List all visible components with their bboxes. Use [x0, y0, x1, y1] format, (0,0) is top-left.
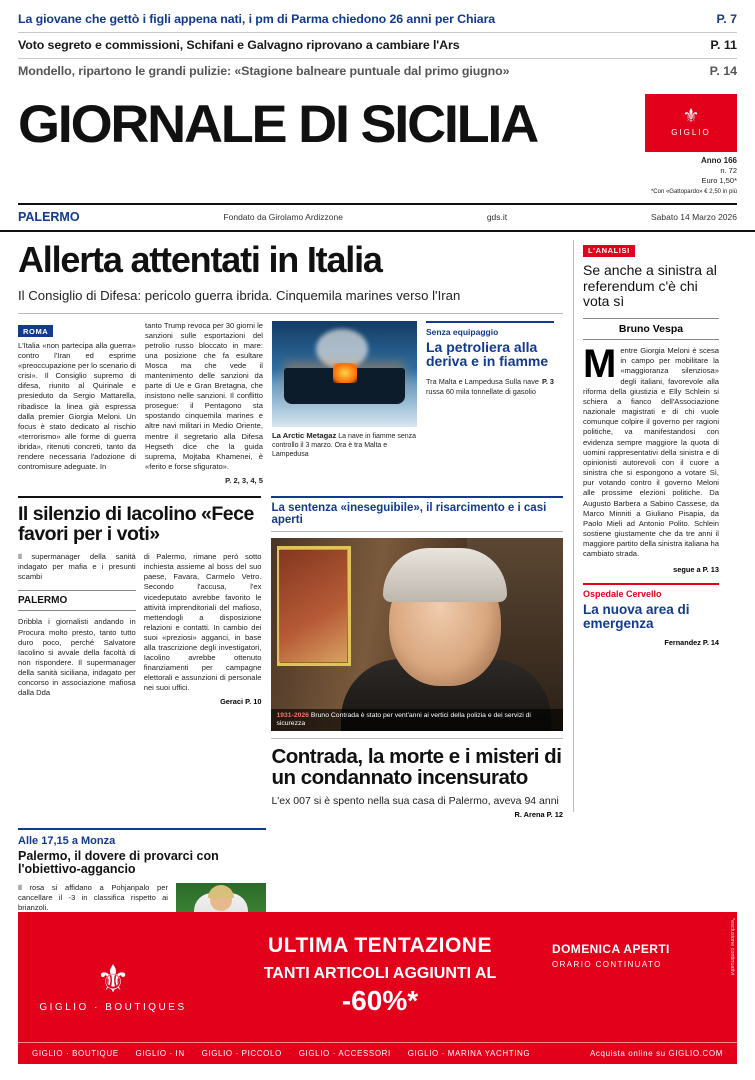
analysis-dropcap: M	[583, 342, 617, 387]
lead-kicker: ROMA	[18, 325, 53, 337]
iacolino-body-1: Dribbla i giornalisti andando in Procura molto presto, tanto tutto duro poco, perché Salvatore Iacolino si avvale della facoltà di non rispondere. Il supermanager della sanità siciliana, indagato per concorso in associazione mafiosa dalla Dda	[18, 617, 136, 698]
sport-kicker: Alle 17,15 a Monza	[18, 834, 116, 847]
founder-note: Fondato da Girolamo Ardizzone	[223, 212, 343, 222]
top-headline-page: P. 14	[709, 64, 737, 78]
analysis-continuation[interactable]: segue a P. 13	[673, 564, 719, 574]
sidebox-foot-text: Tra Malta e Lampedusa Sulla nave russa 60 mila tonnellate di gasolio	[426, 377, 539, 396]
iacolino-columns	[18, 552, 261, 706]
iacolino-col-2	[144, 552, 262, 706]
advert-footer	[18, 1042, 737, 1064]
burning-tanker-photo	[272, 321, 417, 427]
top-headline-row[interactable]	[18, 59, 737, 84]
picture-canvas-shape	[279, 550, 347, 662]
fleur-de-lis-icon: ⚜	[682, 106, 700, 127]
contrada-strip-title: La sentenza «ineseguibile», il risarcimento e i casi aperti	[271, 496, 563, 532]
sidebox-title: La petroliera alla deriva e in fiamme	[426, 338, 549, 370]
advert-discount: -60%*	[341, 985, 419, 1016]
story-iacolino[interactable]	[18, 496, 261, 819]
website-link[interactable]: gds.it	[486, 212, 508, 222]
story-contrada[interactable]	[271, 496, 563, 819]
advert-brand-item[interactable]: GIGLIO · IN	[135, 1049, 185, 1058]
advert-brand-item[interactable]: GIGLIO · PICCOLO	[201, 1049, 282, 1058]
contrada-photo-caption-text: Bruno Contrada è stato per vent'anni ai vertici della polizia e dei servizi di sicurezza	[276, 711, 531, 727]
analysis-body: entre Giorgia Meloni è scesa in campo per mobilitare la «maggioranza silenziosa» degli italiani, favorevole alla riforma della giustizia e Elly Schlein si schiera a fianco dell'Associazione nazionale magistrati e di chi vuole comunque colpire il governo per ragioni politiche, va manifestandosi con evidenza sempre maggiore la quota di uomini rappresentativi della sinistra e di opinionisti autorevoli con il cuore a sinistra che si espongono a votare Sì, pur votando contro il governo Meloni alle prossime elezioni politiche. Da Augusto Barbera a Sabino Cassese, da Marco Minniti a Giuliano Pisapia, da Paolo Mieli ad Antonio Polito. Schlein sostiene giustamente che da tre anni il maggiore partito della sinistra italiana ha cambiato strada.	[583, 346, 719, 559]
lead-photo-caption-text: La nave in fiamme senza controllo il 3 marzo. Ora è tra Malta e Lampedusa	[272, 432, 417, 458]
hospital-story-box[interactable]	[583, 583, 719, 647]
issue-price: Euro 1,50*	[701, 176, 737, 185]
flame-shape	[333, 363, 357, 383]
lead-photo-block	[272, 321, 417, 487]
lead-sidebox[interactable]	[426, 321, 554, 487]
page-body	[0, 239, 755, 913]
lead-text-column-2	[145, 321, 263, 487]
lead-body-2: tanto Trump revoca per 30 giorni le sanzioni sulle esportazioni del petrolio russo bloccato in mare: una posizione che fa esultare Mosca ma che vede il mantenimento delle sanzioni da parte di Ue e Gran Bretagna, che insistono nelle sanzioni. Il conflitto prosegue: il Pentagono sta spostando cinquemila marines e altre navi militari in Medio Oriente, mentre il segretario alla Difesa Hegseth dice che la guida suprema, Mojtaba Khamenei, è «ferito e forse sfigurato».	[145, 320, 263, 471]
top-headline-text: Voto segreto e commissioni, Schifani e Galvagno riprovano a cambiare l'Ars	[18, 38, 460, 52]
player-hair-shape	[208, 885, 234, 898]
advert-title: ULTIMA TENTAZIONE	[268, 934, 492, 957]
main-column	[18, 239, 573, 913]
iacolino-section-label: PALERMO	[18, 590, 136, 611]
top-headline-text: Mondello, ripartono le grandi pulizie: «Stagione balneare puntuale dal primo giugno»	[18, 64, 510, 78]
top-headline-page: P. 7	[716, 12, 737, 26]
advert-open-sunday: DOMENICA APERTI	[552, 942, 670, 956]
advert-brand-item[interactable]: GIGLIO · ACCESSORI	[298, 1049, 391, 1058]
advert-subtitle: TANTI ARTICOLI AGGIUNTI AL	[263, 965, 497, 982]
hospital-title: La nuova area di emergenza	[583, 601, 690, 632]
secondary-stories-row	[18, 496, 563, 819]
issue-number: n. 72	[720, 166, 737, 175]
contrada-title: Contrada, la morte e i misteri di un condannato incensurato	[271, 738, 563, 789]
lead-photo-caption-lead: La Arctic Metagaz	[272, 430, 337, 440]
sport-title: Palermo, il dovere di provarci con l'obiettivo-aggancio	[18, 848, 219, 877]
lead-subheadline: Il Consiglio di Difesa: pericolo guerra ibrida. Cinquemila marines verso l'Iran	[18, 288, 563, 314]
top-headline-row[interactable]	[18, 10, 737, 33]
iacolino-byline: Geraci P. 10	[220, 697, 262, 707]
hospital-byline: Fernandez P. 14	[664, 637, 719, 647]
bottom-advert[interactable]	[18, 912, 737, 1064]
edition-city: PALERMO	[18, 210, 80, 224]
analysis-column	[573, 240, 719, 812]
contrada-photo	[271, 538, 563, 731]
analysis-kicker: L'ANALISI	[583, 245, 635, 257]
sidebox-foot	[426, 377, 554, 396]
issue-date: Sabato 14 Marzo 2026	[650, 212, 737, 222]
issue-info	[645, 156, 737, 197]
iacolino-title: Il silenzio di Iacolino «Fece favori per i voti»	[18, 503, 254, 546]
iacolino-standfirst: Il supermanager della sanità indagato per mafia e i presunti scambi	[18, 552, 136, 582]
lead-photo-caption	[272, 431, 417, 459]
lead-page-refs: P. 2, 3, 4, 5	[225, 475, 263, 485]
top-headline-text: La giovane che gettò i figli appena nati, i pm di Parma chiedono 26 anni per Chiara	[18, 12, 496, 26]
contrada-byline: R. Arena P. 12	[514, 809, 563, 819]
newspaper-logo: GIORNALE DI SICILIA	[18, 95, 538, 154]
sport-body-text: Il rosa si affidano a Pohjanpalo per cancellare il -3 in classifica rispetto ai brianzoli.	[18, 883, 168, 913]
advert-legal-note: *esclusione continuativi	[729, 918, 735, 976]
top-headlines-strip	[0, 0, 755, 88]
masthead-info-bar	[0, 205, 755, 232]
sponsor-name: GIGLIO	[671, 128, 711, 137]
top-headline-page: P. 11	[710, 38, 737, 52]
sidebox-page: P. 3	[541, 377, 554, 387]
advert-brand-item[interactable]: GIGLIO · MARINA YACHTING	[407, 1049, 531, 1058]
issue-price-note: *Con «Gattopardo» € 2,50 in più	[650, 189, 737, 195]
analysis-title[interactable]: Se anche a sinistra al referendum c'è chi vota sì	[583, 262, 717, 310]
lead-headline[interactable]: Allerta attentati in Italia	[18, 239, 382, 280]
sidebox-kicker: Senza equipaggio	[426, 326, 499, 337]
advert-brand-name: GIGLIO · BOUTIQUES	[39, 1001, 187, 1013]
issue-year: Anno 166	[700, 156, 737, 165]
lead-article	[18, 321, 563, 487]
lead-body-1: L'Italia «non partecipa alla guerra» contro l'Iran ed esprime «preoccupazione per lo scenario di crisi». Il Consiglio supremo di difesa, riunito al Quirinale e presieduto da Sergio Mattarella, ribadisce la linea già espressa dalla premier Giorgia Meloni. Un focus è stato dedicato al rischio «terrorismo» alle forme di guerra ibrida», ritenuti concreti, tanto da rendere necessaria l'adozione di contromisure adeguate. In	[18, 341, 136, 472]
sponsor-logo[interactable]	[645, 94, 737, 152]
contrada-photo-years: 1931-2026	[276, 711, 309, 719]
lead-text-column-1	[18, 321, 136, 487]
top-headline-row[interactable]	[18, 33, 737, 59]
masthead	[0, 88, 755, 197]
fleur-de-lis-icon: ⚜	[95, 958, 131, 1001]
advert-online-link[interactable]: Acquista online su GIGLIO.COM	[589, 1049, 723, 1058]
analysis-author: Bruno Vespa	[583, 318, 719, 340]
contrada-photo-caption	[271, 709, 563, 731]
masthead-right	[645, 94, 737, 197]
hospital-kicker: Ospedale Cervello	[583, 588, 662, 599]
advert-brand-list	[32, 1049, 544, 1058]
iacolino-body-2: di Palermo, rimane però sotto inchiesta assieme al boss del suo paese, Favara, Carmelo Vetro. Secondo l'accusa, l'ex vicedeputato avrebbe favorito le attività imprenditoriali del mafioso, mettendogli a disposizione relazioni e contatti. In cambio dei suoi «preziosi» agganci, in base alla trascrizione degli investigatori, Iacolino avrebbe ottenuto finanziamenti per campagne elettorali e assunzioni di personale nei suoi uffici.	[143, 552, 262, 693]
iacolino-col-1	[18, 552, 136, 706]
advert-brand-item[interactable]: GIGLIO · BOUTIQUE	[32, 1049, 119, 1058]
contrada-subtitle: L'ex 007 si è spento nella sua casa di Palermo, aveva 94 anni	[271, 794, 559, 807]
advert-hours-note: ORARIO CONTINUATO	[552, 960, 662, 969]
